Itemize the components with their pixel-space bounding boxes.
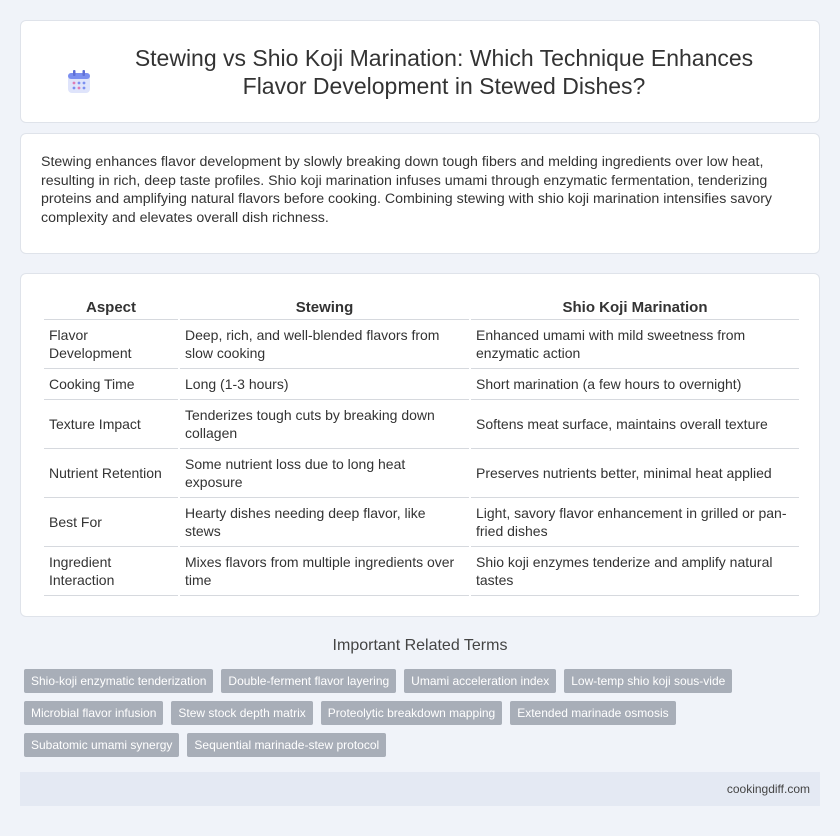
calendar-icon — [66, 69, 92, 95]
table-cell: Long (1-3 hours) — [179, 368, 470, 399]
table-cell: Deep, rich, and well-blended flavors from slow cooking — [179, 319, 470, 368]
table-row — [44, 497, 799, 546]
related-term-tag[interactable]: Stew stock depth matrix — [171, 701, 312, 725]
page-title: Stewing vs Shio Koji Marination: Which Technique Enhances Flavor Development in Stewed Dishes? — [134, 44, 754, 99]
comparison-table — [44, 293, 799, 596]
related-terms-list — [24, 669, 804, 757]
table-cell: Cooking Time — [44, 368, 179, 399]
related-term-tag[interactable]: Low-temp shio koji sous-vide — [564, 669, 732, 693]
footer-site-link[interactable]: cookingdiff.com — [726, 782, 810, 796]
table-row — [44, 546, 799, 595]
related-term-tag[interactable]: Microbial flavor infusion — [24, 701, 163, 725]
table-cell: Light, savory flavor enhancement in grilled or pan-fried dishes — [470, 497, 799, 546]
table-cell: Some nutrient loss due to long heat exposure — [179, 448, 470, 497]
table-cell: Hearty dishes needing deep flavor, like stews — [179, 497, 470, 546]
table-cell: Shio koji enzymes tenderize and amplify natural tastes — [470, 546, 799, 595]
related-term-tag[interactable]: Subatomic umami synergy — [24, 733, 179, 757]
related-terms-title: Important Related Terms — [332, 637, 508, 654]
table-cell: Nutrient Retention — [44, 448, 179, 497]
table-cell: Best For — [44, 497, 179, 546]
related-term-tag[interactable]: Extended marinade osmosis — [510, 701, 675, 725]
table-cell: Flavor Development — [44, 319, 179, 368]
table-cell: Tenderizes tough cuts by breaking down collagen — [179, 399, 470, 448]
intro-paragraph: Stewing enhances flavor development by slowly breaking down tough fibers and melding ingredients over low heat, resulting in rich, deep taste profiles. Shio koji marination infuses umami through enzymatic fermentation, tenderizing proteins and amplifying natural flavors before cooking. Combining stewing with shio koji marination intensifies savory complexity and elevates overall dish richness. — [41, 154, 773, 226]
header-aspect: Aspect — [44, 293, 179, 319]
related-term-tag[interactable]: Umami acceleration index — [404, 669, 556, 693]
related-term-tag[interactable]: Sequential marinade-stew protocol — [187, 733, 386, 757]
table-cell: Ingredient Interaction — [44, 546, 179, 595]
header-shio-koji: Shio Koji Marination — [470, 293, 799, 319]
table-cell: Mixes flavors from multiple ingredients over time — [179, 546, 470, 595]
table-cell: Softens meat surface, maintains overall texture — [470, 399, 799, 448]
comparison-card — [20, 273, 820, 617]
table-row — [44, 399, 799, 448]
table-cell: Preserves nutrients better, minimal heat applied — [470, 448, 799, 497]
table-row — [44, 448, 799, 497]
table-row — [44, 319, 799, 368]
related-term-tag[interactable]: Double-ferment flavor layering — [221, 669, 396, 693]
intro-card — [20, 133, 820, 254]
related-term-tag[interactable]: Shio-koji enzymatic tenderization — [24, 669, 213, 693]
related-term-tag[interactable]: Proteolytic breakdown mapping — [321, 701, 502, 725]
header-card — [20, 20, 820, 123]
table-cell: Short marination (a few hours to overnight) — [470, 368, 799, 399]
table-cell: Texture Impact — [44, 399, 179, 448]
header-stewing: Stewing — [179, 293, 470, 319]
footer — [20, 772, 820, 806]
table-cell: Enhanced umami with mild sweetness from enzymatic action — [470, 319, 799, 368]
table-row — [44, 368, 799, 399]
table-header-row — [44, 293, 799, 319]
